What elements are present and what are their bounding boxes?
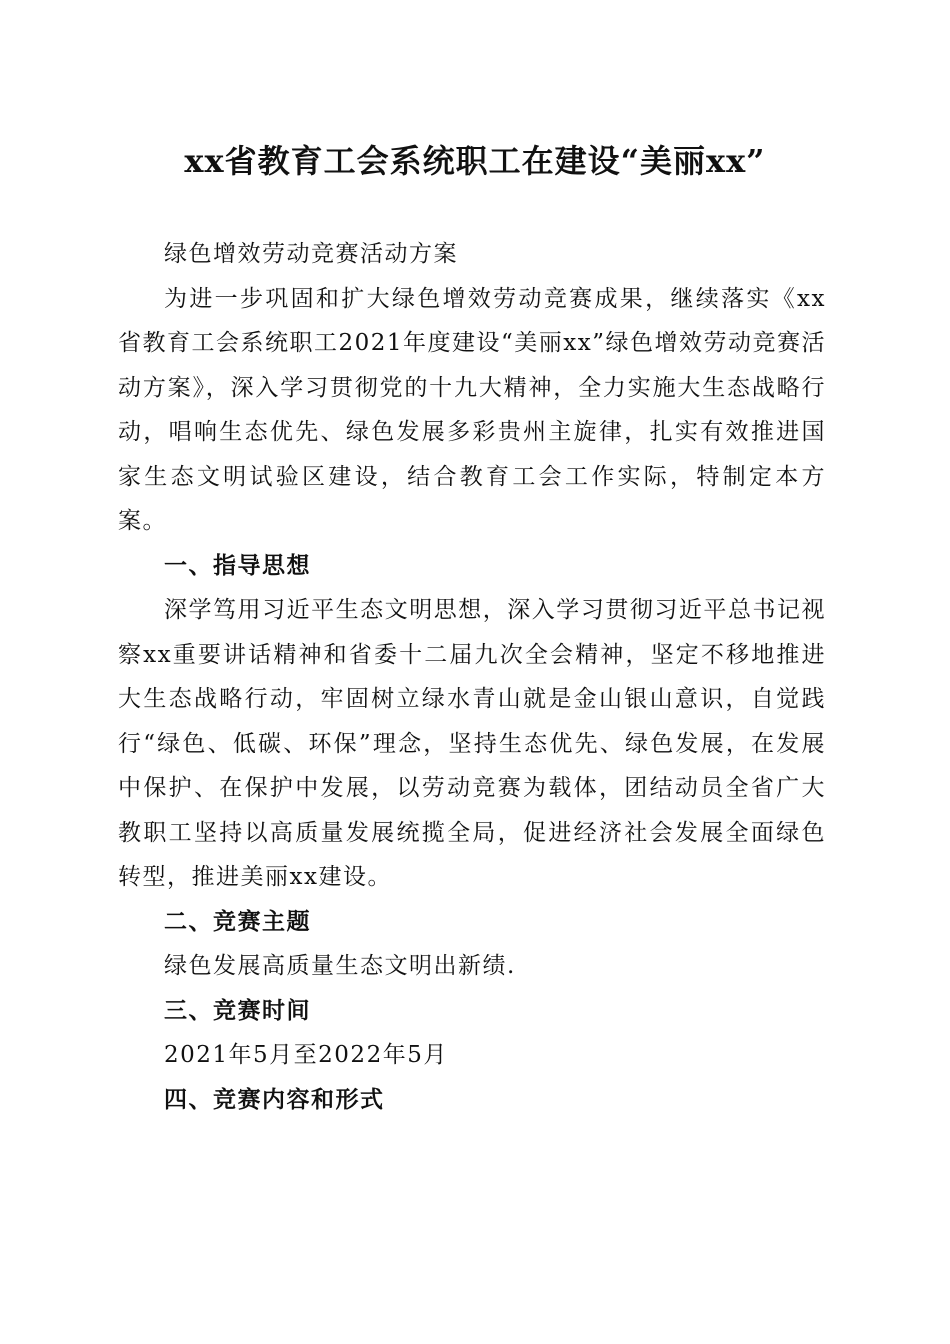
section-text-guiding-ideology: 深学笃用习近平生态文明思想，深入学习贯彻习近平总书记视察xx重要讲话精神和省委十二届九次全会精神，坚定不移地推进大生态战略行动，牢固树立绿水青山就是金山银山意识，自觉践行“绿色、低碳、环保”理念，坚持生态优先、绿色发展，在发展中保护、在保护中发展，以劳动竞赛为载体，团结动员全省广大教职工坚持以高质量发展统揽全局，促进经济社会发展全面绿色转型，推进美丽xx建设。 xyxy=(118,597,826,890)
section-text-theme: 绿色发展高质量生态文明出新绩. xyxy=(164,953,516,979)
section-text-time: 2021年5月至2022年5月 xyxy=(164,1042,448,1068)
section-heading-theme: 二、竞赛主题 xyxy=(164,908,311,935)
document-body xyxy=(118,232,826,1122)
document-title: xx省教育工会系统职工在建设“美丽xx” xyxy=(184,142,766,180)
document-subtitle: 绿色增效劳动竞赛活动方案 xyxy=(164,241,458,267)
section-heading-time: 三、竞赛时间 xyxy=(164,997,311,1024)
section-heading-guiding-ideology: 一、指导思想 xyxy=(164,552,311,579)
intro-paragraph: 为进一步巩固和扩大绿色增效劳动竞赛成果，继续落实《xx省教育工会系统职工2021年度建设“美丽xx”绿色增效劳动竞赛活动方案》，深入学习贯彻党的十九大精神，全力实施大生态战略行动，唱响生态优先、绿色发展多彩贵州主旋律，扎实有效推进国家生态文明试验区建设，结合教育工会工作实际，特制定本方案。 xyxy=(118,285,826,534)
section-heading-content-form: 四、竞赛内容和形式 xyxy=(164,1086,385,1113)
